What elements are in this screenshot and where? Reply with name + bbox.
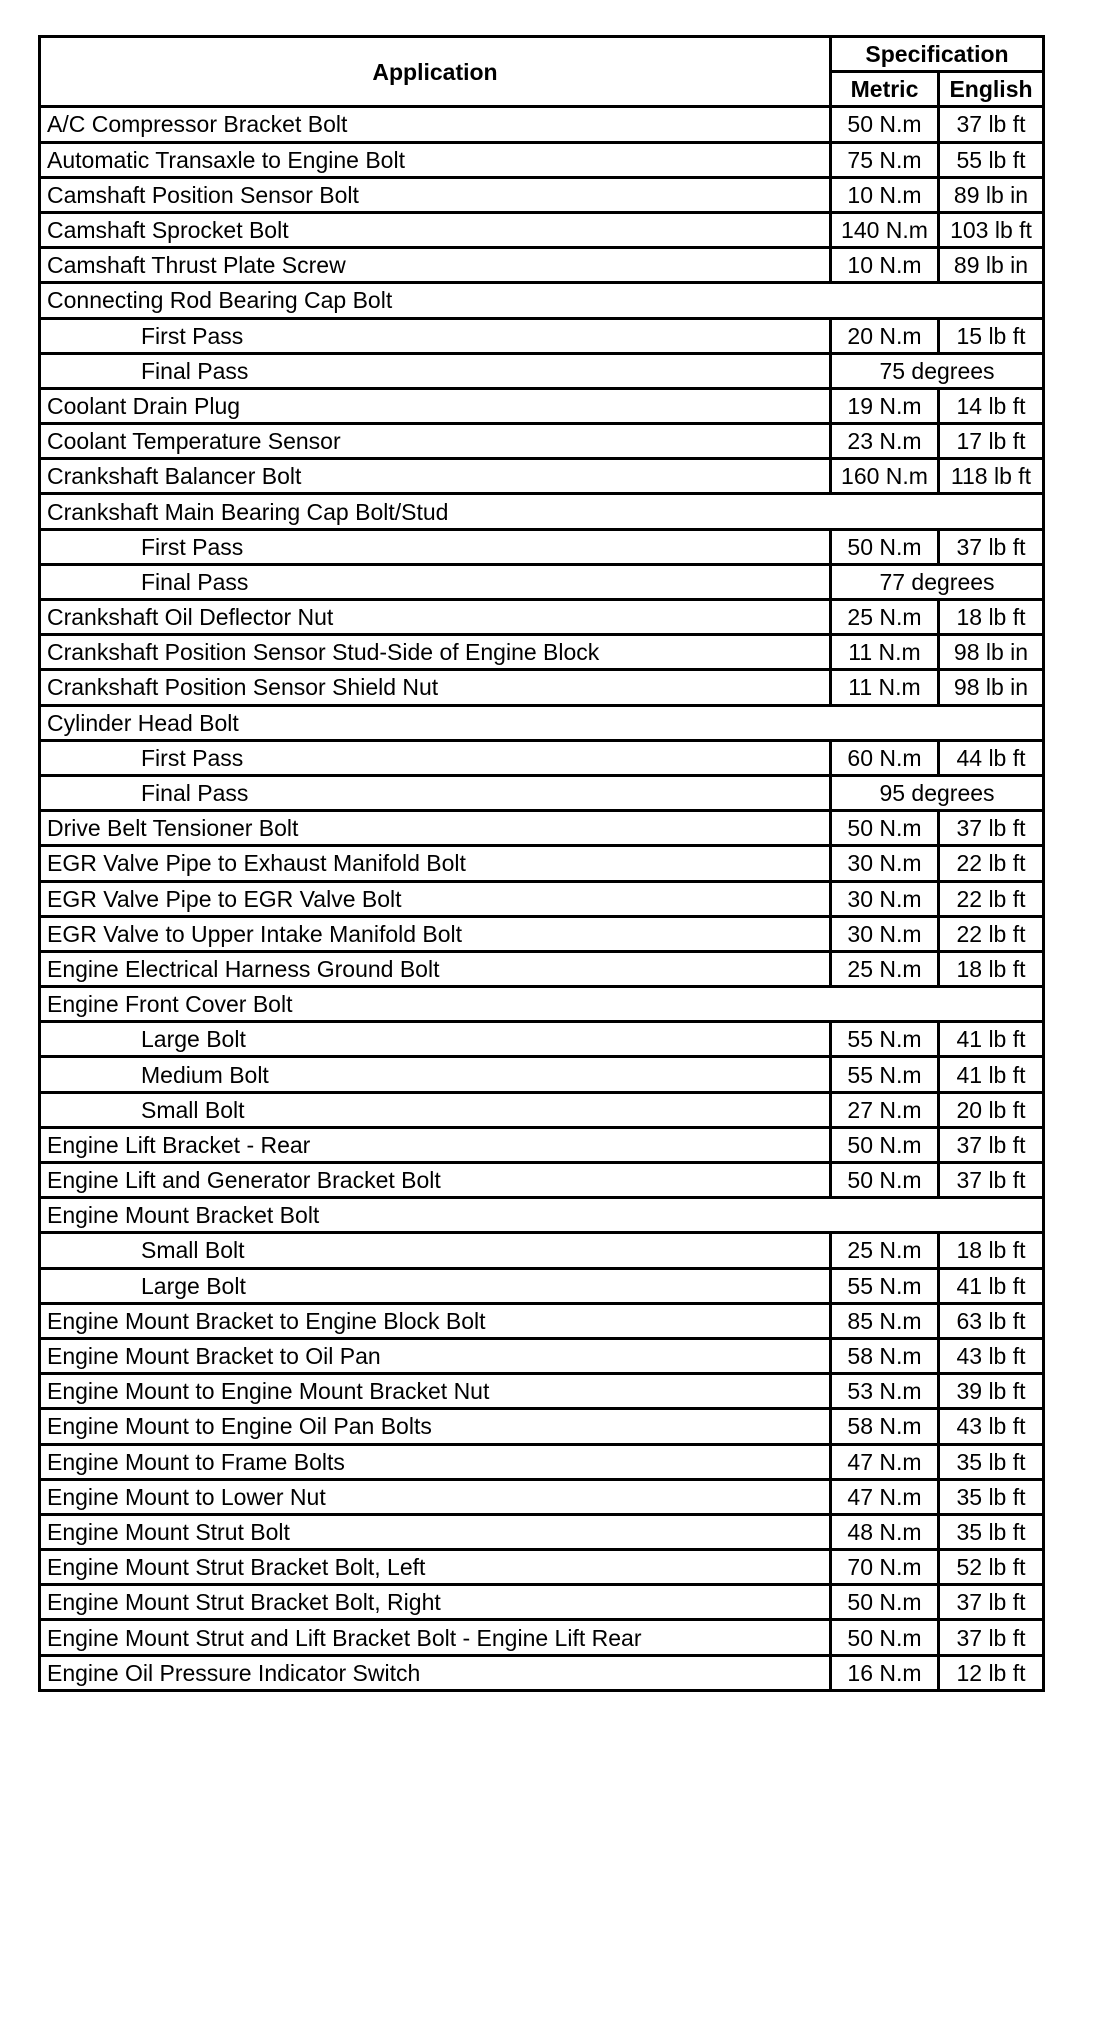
application-cell: Crankshaft Oil Deflector Nut	[40, 600, 831, 635]
empty-spec-cell	[831, 494, 1044, 529]
application-cell: Coolant Temperature Sensor	[40, 424, 831, 459]
english-cell: 37 lb ft	[939, 1620, 1044, 1655]
english-cell: 43 lb ft	[939, 1409, 1044, 1444]
spec-angle-cell: 95 degrees	[831, 775, 1044, 810]
application-cell: Engine Electrical Harness Ground Bolt	[40, 951, 831, 986]
application-cell: Engine Mount Strut Bracket Bolt, Right	[40, 1585, 831, 1620]
table-row	[40, 1374, 1044, 1409]
metric-cell: 11 N.m	[831, 635, 939, 670]
table-row	[40, 1585, 1044, 1620]
specification-header: Specification	[831, 37, 1044, 72]
application-cell: Crankshaft Position Sensor Shield Nut	[40, 670, 831, 705]
metric-cell: 85 N.m	[831, 1303, 939, 1338]
table-row	[40, 459, 1044, 494]
application-cell: Coolant Drain Plug	[40, 388, 831, 423]
english-cell: 52 lb ft	[939, 1550, 1044, 1585]
metric-cell: 16 N.m	[831, 1655, 939, 1690]
metric-cell: 10 N.m	[831, 177, 939, 212]
metric-cell: 19 N.m	[831, 388, 939, 423]
english-cell: 22 lb ft	[939, 846, 1044, 881]
english-cell: 18 lb ft	[939, 951, 1044, 986]
metric-cell: 50 N.m	[831, 1620, 939, 1655]
application-cell: Large Bolt	[40, 1022, 831, 1057]
table-row	[40, 881, 1044, 916]
table-row	[40, 1057, 1044, 1092]
metric-cell: 50 N.m	[831, 107, 939, 142]
metric-cell: 20 N.m	[831, 318, 939, 353]
group-heading: Crankshaft Main Bearing Cap Bolt/Stud	[40, 494, 831, 529]
metric-cell: 50 N.m	[831, 1585, 939, 1620]
table-row	[40, 1303, 1044, 1338]
english-cell: 37 lb ft	[939, 811, 1044, 846]
english-cell: 41 lb ft	[939, 1268, 1044, 1303]
metric-cell: 50 N.m	[831, 1127, 939, 1162]
english-header: English	[939, 72, 1044, 107]
group-heading: Engine Mount Bracket Bolt	[40, 1198, 831, 1233]
metric-cell: 47 N.m	[831, 1444, 939, 1479]
application-cell: Engine Lift and Generator Bracket Bolt	[40, 1163, 831, 1198]
table-row	[40, 283, 1044, 318]
english-cell: 37 lb ft	[939, 529, 1044, 564]
table-row	[40, 1198, 1044, 1233]
english-cell: 103 lb ft	[939, 212, 1044, 247]
application-cell: Camshaft Thrust Plate Screw	[40, 248, 831, 283]
metric-cell: 25 N.m	[831, 1233, 939, 1268]
torque-spec-table	[38, 35, 1045, 1692]
metric-cell: 58 N.m	[831, 1338, 939, 1373]
application-cell: EGR Valve to Upper Intake Manifold Bolt	[40, 916, 831, 951]
english-cell: 18 lb ft	[939, 1233, 1044, 1268]
english-cell: 22 lb ft	[939, 916, 1044, 951]
table-row	[40, 142, 1044, 177]
table-row	[40, 1163, 1044, 1198]
application-cell: First Pass	[40, 740, 831, 775]
table-row	[40, 951, 1044, 986]
table-row	[40, 177, 1044, 212]
metric-cell: 55 N.m	[831, 1022, 939, 1057]
application-cell: Engine Mount Strut and Lift Bracket Bolt - Engine Lift Rear	[40, 1620, 831, 1655]
english-cell: 41 lb ft	[939, 1022, 1044, 1057]
metric-header: Metric	[831, 72, 939, 107]
english-cell: 44 lb ft	[939, 740, 1044, 775]
metric-cell: 55 N.m	[831, 1057, 939, 1092]
table-row	[40, 705, 1044, 740]
english-cell: 35 lb ft	[939, 1444, 1044, 1479]
application-cell: Engine Mount Strut Bolt	[40, 1514, 831, 1549]
english-cell: 37 lb ft	[939, 1127, 1044, 1162]
table-row	[40, 1550, 1044, 1585]
english-cell: 22 lb ft	[939, 881, 1044, 916]
table-row	[40, 916, 1044, 951]
english-cell: 12 lb ft	[939, 1655, 1044, 1690]
metric-cell: 10 N.m	[831, 248, 939, 283]
application-cell: EGR Valve Pipe to EGR Valve Bolt	[40, 881, 831, 916]
table-row	[40, 494, 1044, 529]
metric-cell: 30 N.m	[831, 916, 939, 951]
english-cell: 43 lb ft	[939, 1338, 1044, 1373]
application-cell: Engine Mount to Frame Bolts	[40, 1444, 831, 1479]
metric-cell: 160 N.m	[831, 459, 939, 494]
metric-cell: 70 N.m	[831, 1550, 939, 1585]
application-cell: Engine Mount to Engine Oil Pan Bolts	[40, 1409, 831, 1444]
application-cell: Small Bolt	[40, 1092, 831, 1127]
empty-spec-cell	[831, 1198, 1044, 1233]
metric-cell: 25 N.m	[831, 600, 939, 635]
table-row	[40, 775, 1044, 810]
table-row	[40, 353, 1044, 388]
application-cell: Automatic Transaxle to Engine Bolt	[40, 142, 831, 177]
table-row	[40, 1022, 1044, 1057]
metric-cell: 58 N.m	[831, 1409, 939, 1444]
table-row	[40, 1655, 1044, 1690]
english-cell: 118 lb ft	[939, 459, 1044, 494]
application-cell: Engine Oil Pressure Indicator Switch	[40, 1655, 831, 1690]
english-cell: 17 lb ft	[939, 424, 1044, 459]
english-cell: 39 lb ft	[939, 1374, 1044, 1409]
application-cell: A/C Compressor Bracket Bolt	[40, 107, 831, 142]
table-row	[40, 1444, 1044, 1479]
table-row	[40, 248, 1044, 283]
table-row	[40, 1620, 1044, 1655]
metric-cell: 50 N.m	[831, 811, 939, 846]
application-cell: EGR Valve Pipe to Exhaust Manifold Bolt	[40, 846, 831, 881]
table-row	[40, 600, 1044, 635]
english-cell: 89 lb in	[939, 248, 1044, 283]
table-row	[40, 1127, 1044, 1162]
table-row	[40, 670, 1044, 705]
metric-cell: 30 N.m	[831, 846, 939, 881]
english-cell: 20 lb ft	[939, 1092, 1044, 1127]
application-cell: Medium Bolt	[40, 1057, 831, 1092]
empty-spec-cell	[831, 283, 1044, 318]
application-cell: Final Pass	[40, 775, 831, 810]
group-heading: Connecting Rod Bearing Cap Bolt	[40, 283, 831, 318]
english-cell: 41 lb ft	[939, 1057, 1044, 1092]
table-row	[40, 1268, 1044, 1303]
metric-cell: 47 N.m	[831, 1479, 939, 1514]
application-cell: Crankshaft Balancer Bolt	[40, 459, 831, 494]
table-row	[40, 529, 1044, 564]
metric-cell: 30 N.m	[831, 881, 939, 916]
empty-spec-cell	[831, 987, 1044, 1022]
group-heading: Engine Front Cover Bolt	[40, 987, 831, 1022]
application-cell: Engine Mount to Engine Mount Bracket Nut	[40, 1374, 831, 1409]
application-cell: Small Bolt	[40, 1233, 831, 1268]
table-row	[40, 1092, 1044, 1127]
table-row	[40, 564, 1044, 599]
metric-cell: 53 N.m	[831, 1374, 939, 1409]
application-cell: First Pass	[40, 318, 831, 353]
english-cell: 37 lb ft	[939, 1585, 1044, 1620]
application-cell: Engine Lift Bracket - Rear	[40, 1127, 831, 1162]
table-row	[40, 1233, 1044, 1268]
metric-cell: 48 N.m	[831, 1514, 939, 1549]
metric-cell: 75 N.m	[831, 142, 939, 177]
application-cell: Engine Mount to Lower Nut	[40, 1479, 831, 1514]
metric-cell: 55 N.m	[831, 1268, 939, 1303]
table-row	[40, 1514, 1044, 1549]
application-cell: Engine Mount Strut Bracket Bolt, Left	[40, 1550, 831, 1585]
application-cell: Final Pass	[40, 564, 831, 599]
application-cell: First Pass	[40, 529, 831, 564]
table-row	[40, 424, 1044, 459]
metric-cell: 50 N.m	[831, 529, 939, 564]
table-row	[40, 388, 1044, 423]
metric-cell: 50 N.m	[831, 1163, 939, 1198]
table-header	[40, 37, 1044, 107]
english-cell: 89 lb in	[939, 177, 1044, 212]
english-cell: 35 lb ft	[939, 1479, 1044, 1514]
table-row	[40, 1409, 1044, 1444]
english-cell: 18 lb ft	[939, 600, 1044, 635]
application-cell: Camshaft Position Sensor Bolt	[40, 177, 831, 212]
table-row	[40, 1479, 1044, 1514]
table-row	[40, 740, 1044, 775]
application-cell: Drive Belt Tensioner Bolt	[40, 811, 831, 846]
application-header: Application	[40, 37, 831, 107]
table-row	[40, 1338, 1044, 1373]
english-cell: 15 lb ft	[939, 318, 1044, 353]
metric-cell: 23 N.m	[831, 424, 939, 459]
empty-spec-cell	[831, 705, 1044, 740]
group-heading: Cylinder Head Bolt	[40, 705, 831, 740]
table-row	[40, 107, 1044, 142]
metric-cell: 27 N.m	[831, 1092, 939, 1127]
spec-angle-cell: 75 degrees	[831, 353, 1044, 388]
metric-cell: 140 N.m	[831, 212, 939, 247]
table-row	[40, 811, 1044, 846]
application-cell: Engine Mount Bracket to Oil Pan	[40, 1338, 831, 1373]
table-row	[40, 635, 1044, 670]
english-cell: 55 lb ft	[939, 142, 1044, 177]
metric-cell: 25 N.m	[831, 951, 939, 986]
metric-cell: 11 N.m	[831, 670, 939, 705]
english-cell: 63 lb ft	[939, 1303, 1044, 1338]
metric-cell: 60 N.m	[831, 740, 939, 775]
application-cell: Final Pass	[40, 353, 831, 388]
english-cell: 37 lb ft	[939, 1163, 1044, 1198]
application-cell: Crankshaft Position Sensor Stud-Side of Engine Block	[40, 635, 831, 670]
application-cell: Large Bolt	[40, 1268, 831, 1303]
application-cell: Camshaft Sprocket Bolt	[40, 212, 831, 247]
english-cell: 35 lb ft	[939, 1514, 1044, 1549]
spec-angle-cell: 77 degrees	[831, 564, 1044, 599]
table-row	[40, 987, 1044, 1022]
table-row	[40, 318, 1044, 353]
english-cell: 98 lb in	[939, 635, 1044, 670]
application-cell: Engine Mount Bracket to Engine Block Bolt	[40, 1303, 831, 1338]
table-row	[40, 212, 1044, 247]
english-cell: 14 lb ft	[939, 388, 1044, 423]
table-body	[40, 107, 1044, 1690]
table-row	[40, 846, 1044, 881]
header-row-top	[40, 37, 1044, 72]
english-cell: 98 lb in	[939, 670, 1044, 705]
english-cell: 37 lb ft	[939, 107, 1044, 142]
